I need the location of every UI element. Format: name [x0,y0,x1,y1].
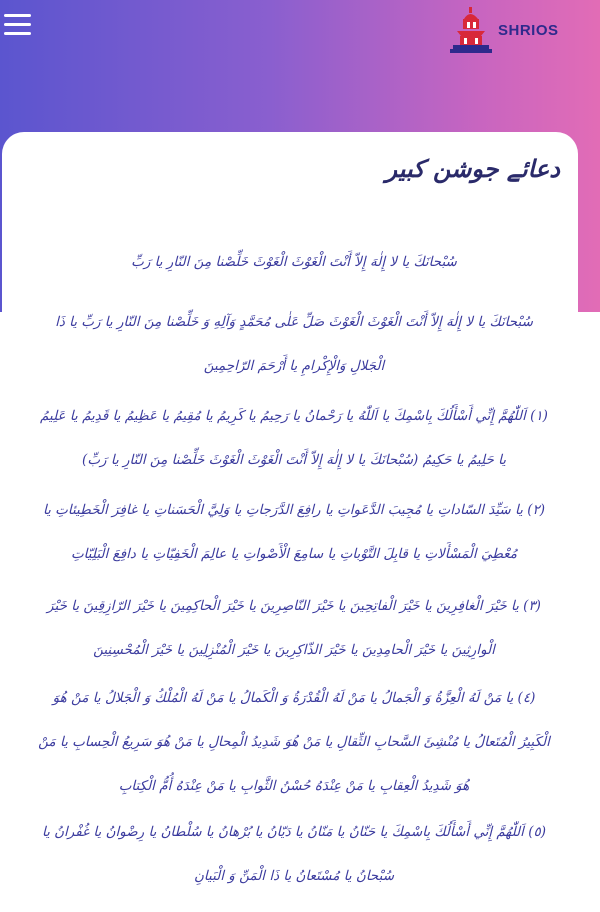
hamburger-menu-icon[interactable] [4,12,32,38]
menu-bar [4,23,31,26]
dua-paragraph: (٢) يا سَيِّدَ السّاداتِ يا مُجِيبَ الدَّعَواتِ يا رافِعَ الدَّرَجاتِ يا وَلِيَّ الْحَسَناتِ يا غافِرَ الْخَطِيئاتِ يا مُعْطِيَ الْمَسْأَلاتِ يا قابِلَ التَّوْباتِ يا سامِعَ الْأَصْواتِ يا عالِمَ الْخَفِيّاتِ يا دافِعَ الْبَلِيّاتِ [42,502,546,562]
dua-paragraph: سُبْحانَكَ يا لا إِلٰهَ إِلاّ أَنْتَ الْغَوْثَ الْغَوْثَ صَلِّ عَلٰى مُحَمَّدٍ وَآلِهِ وَ خَلِّصْنا مِنَ النّارِ يا رَبِّ يا ذَا الْجَلالِ وَالْإِكْرامِ يا أَرْحَمَ الرّاحِمِينَ [55,314,533,374]
shrine-logo-icon [448,5,494,55]
dua-paragraph: سُبْحانَكَ يا لا إِلٰهَ إِلاّ أَنْتَ الْغَوْثَ الْغَوْثَ خَلِّصْنا مِنَ النّارِ يا رَبِّ [131,254,457,270]
dua-paragraph: (٥) اَللّٰهُمَّ إِنِّي أَسْأَلُكَ بِاسْمِكَ يا حَنّانُ يا مَنّانُ يا دَيّانُ يا بُرْهانُ يا سُلْطانُ يا رِضْوانُ يا غُفْرانُ يا سُبْحانُ يا مُسْتَعانُ يا ذَا الْمَنِّ وَ الْبَيانِ [41,824,547,884]
app-logo[interactable] [448,4,568,56]
menu-bar [4,14,31,17]
dua-text-list [38,240,550,900]
page-title: دعائے جوشن کبیر [385,154,560,183]
brand-name: SHRIOS [498,21,559,39]
dua-paragraph: (١) اَللّٰهُمَّ إِنِّي أَسْأَلُكَ بِاسْمِكَ يا اَللّٰهُ يا رَحْمانُ يا رَحِيمُ يا كَرِيمُ يا مُقِيمُ يا عَظِيمُ يا قَدِيمُ يا عَلِيمُ يا حَلِيمُ يا حَكِيمُ (سُبْحانَكَ يا لا إِلٰهَ إِلاّ أَنْتَ الْغَوْثَ الْغَوْثَ خَلِّصْنا مِنَ النّارِ يا رَبِّ) [40,408,548,468]
dua-paragraph: (٤) يا مَنْ لَهُ الْعِزَّةُ وَ الْجَمالُ يا مَنْ لَهُ الْقُدْرَةُ وَ الْكَمالُ يا مَنْ لَهُ الْمُلْكُ وَ الْجَلالُ يا مَنْ هُوَ الْكَبِيرُ الْمُتَعالُ يا مُنْشِئَ السَّحابِ الثِّقالِ يا مَنْ هُوَ شَدِيدُ الْمِحالِ يا مَنْ هُوَ سَرِيعُ الْحِسابِ يا مَنْ هُوَ شَدِيدُ الْعِقابِ يا مَنْ عِنْدَهُ حُسْنُ الثَّوابِ يا مَنْ عِنْدَهُ أُمُّ الْكِتابِ [38,690,550,794]
content-card [2,132,578,912]
dua-paragraph: (٣) يا خَيْرَ الْغافِرِينَ يا خَيْرَ الْفاتِحِينَ يا خَيْرَ النّاصِرِينَ يا خَيْرَ الْحاكِمِينَ يا خَيْرَ الرّازِقِينَ يا خَيْرَ الْوارِثِينَ يا خَيْرَ الْحامِدِينَ يا خَيْرَ الذّاكِرِينَ يا خَيْرَ الْمُنْزِلِينَ يا خَيْرَ الْمُحْسِنِينَ [47,598,541,658]
menu-bar [4,32,31,35]
